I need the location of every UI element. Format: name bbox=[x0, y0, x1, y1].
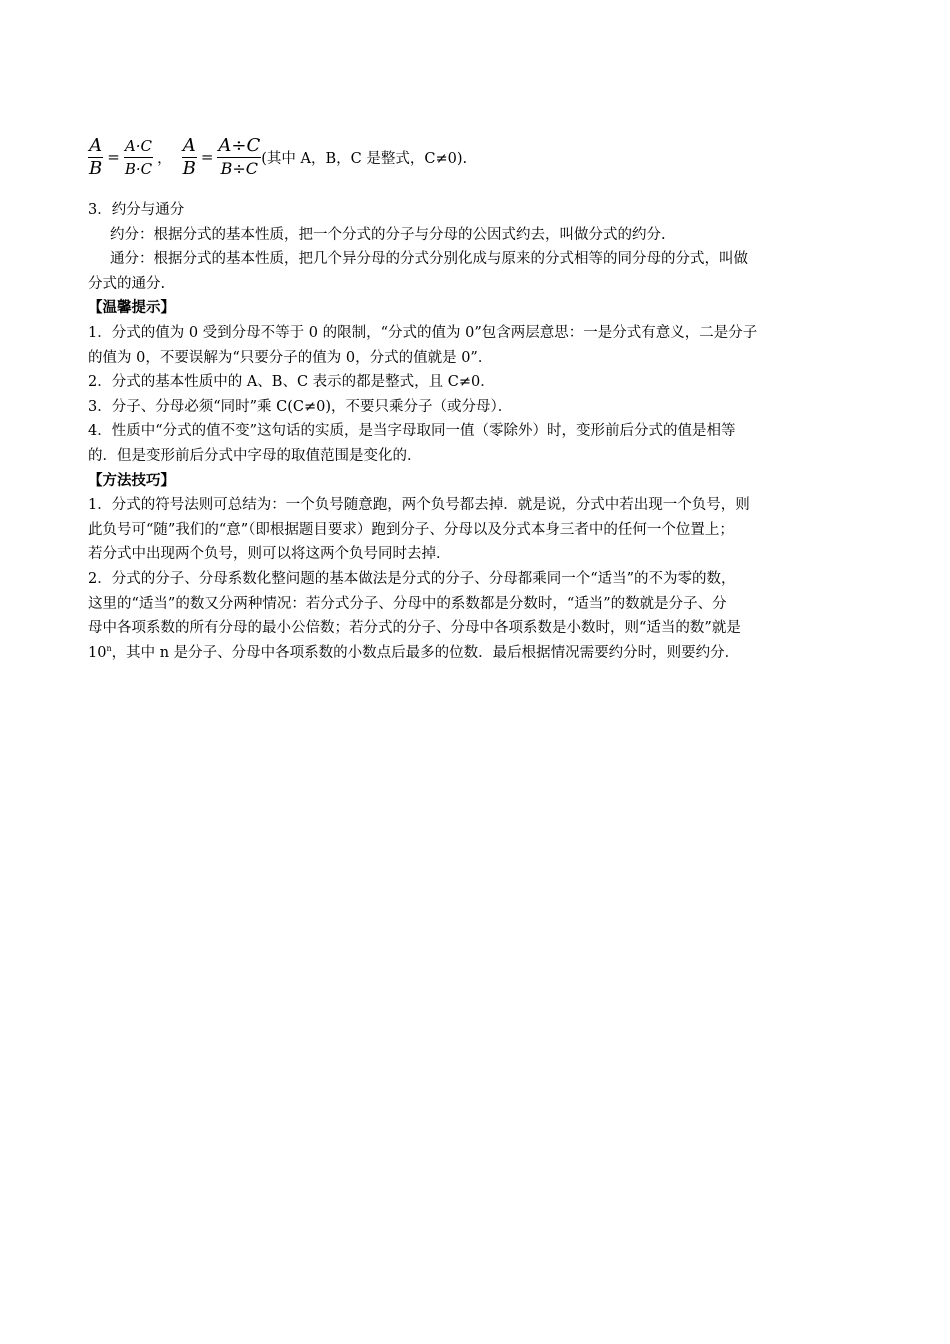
method-2-cont-3 bbox=[88, 641, 868, 666]
formula-condition: (其中 A，B，C 是整式，C≠0). bbox=[261, 150, 468, 167]
method-1-cont-1: 此负号可“随”我们的“意”（即根据题目要求）跑到分子、分母以及分式本身三者中的任何一个位置上； bbox=[88, 521, 734, 538]
method-1: 1．分式的符号法则可总结为：一个负号随意跑，两个负号都去掉．就是说，分式中若出现一个负号，则 bbox=[88, 497, 750, 514]
tip-1: 1．分式的值为 0 受到分母不等于 0 的限制，“分式的值为 0”包含两层意思：一是分式有意义，二是分子 bbox=[88, 324, 758, 341]
common-denominator-definition-cont: 分式的通分. bbox=[88, 275, 166, 292]
fraction-a-over-b-2: $\frac{A}{B}$ bbox=[182, 134, 196, 179]
methods-heading: 【方法技巧】 bbox=[88, 471, 175, 489]
tip-1-cont: 的值为 0，不要误解为“只要分子的值为 0，分式的值就是 0”． bbox=[88, 349, 493, 366]
tips-heading: 【温馨提示】 bbox=[88, 299, 175, 317]
section-3-title: 3．约分与通分 bbox=[88, 202, 185, 218]
equals-sign: = bbox=[107, 148, 120, 166]
power-exponent: n bbox=[106, 643, 112, 653]
tip-3: 3．分子、分母必须“同时”乘 C(C≠0)，不要只乘分子（或分母）． bbox=[88, 398, 513, 415]
method-2-tail: ，其中 n 是分子、分母中各项系数的小数点后最多的位数．最后根据情况需要约分时，则要约分． bbox=[111, 644, 740, 661]
method-2-cont-2: 母中各项系数的所有分母的最小公倍数；若分式的分子、分母中各项系数是小数时，则“适当的数”就是 bbox=[88, 620, 741, 637]
fraction-a-over-b: $\frac{A}{B}$ bbox=[89, 134, 103, 179]
fraction-a-div-c-over-b-div-c: $\frac{A\div C}{B\div C}$ bbox=[218, 134, 261, 178]
comma: ， bbox=[157, 150, 172, 167]
method-2-cont-1: 这里的“适当”的数又分两种情况：若分式分子、分母中的系数都是分数时，“适当”的数就是分子、分 bbox=[88, 595, 727, 612]
document-content bbox=[88, 120, 868, 665]
method-2: 2．分式的分子、分母系数化整问题的基本做法是分式的分子、分母都乘同一个“适当”的不为零的数， bbox=[88, 570, 736, 587]
reduce-definition: 约分：根据分式的基本性质，把一个分式的分子与分母的公因式约去，叫做分式的约分. bbox=[110, 226, 666, 243]
tip-4: 4．性质中“分式的值不变”这句话的实质，是当字母取同一值（零除外）时，变形前后分式的值是相等 bbox=[88, 423, 736, 440]
fraction-ac-over-bc: $\frac{A\cdot C}{B\cdot C}$ bbox=[124, 136, 153, 178]
power-base: 10 bbox=[88, 644, 107, 661]
tip-2: 2．分式的基本性质中的 A、B、C 表示的都是整式，且 C≠0． bbox=[88, 374, 495, 391]
tip-4-cont: 的．但是变形前后分式中字母的取值范围是变化的． bbox=[88, 447, 422, 464]
fraction-property-formula bbox=[88, 126, 868, 188]
common-denominator-definition: 通分：根据分式的基本性质，把几个异分母的分式分别化成与原来的分式相等的同分母的分式，叫做 bbox=[110, 251, 748, 268]
method-1-cont-2: 若分式中出现两个负号，则可以将这两个负号同时去掉． bbox=[88, 546, 451, 563]
equals-sign-2: = bbox=[200, 148, 214, 166]
